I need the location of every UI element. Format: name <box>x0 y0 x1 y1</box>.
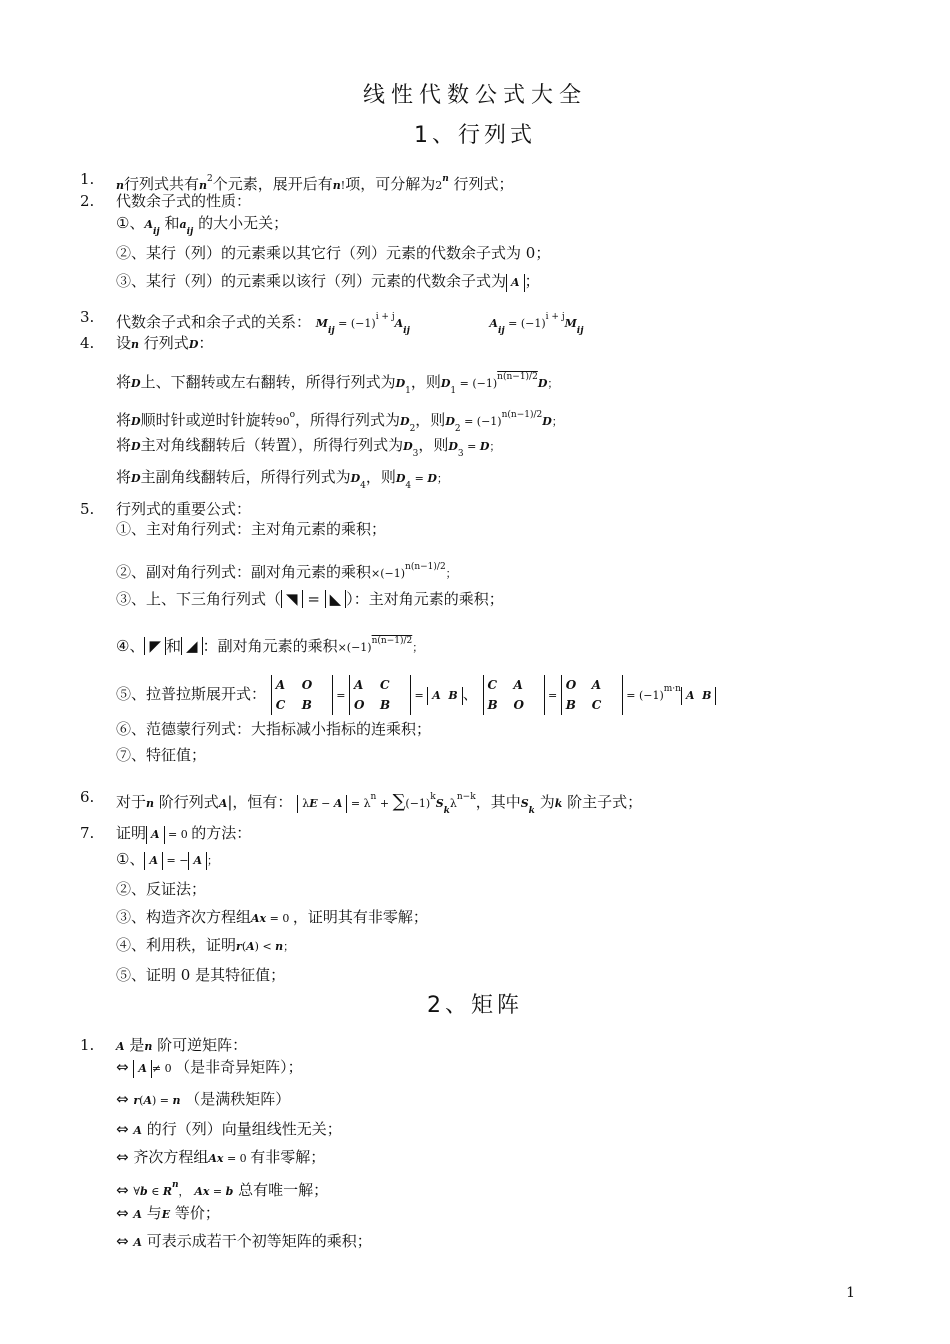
det-item-5-1: ①、主对角行列式：主对角元素的乘积； <box>116 520 387 538</box>
item-number: 1. <box>80 170 95 188</box>
det-item-5: 行列式的重要公式： <box>116 500 252 518</box>
det-item-7-2: ②、反证法； <box>116 880 207 898</box>
det-item-5-7: ⑦、特征值； <box>116 746 207 764</box>
item-number: 2. <box>80 192 95 210</box>
matrix-item-1: A 是n 阶可逆矩阵： <box>116 1036 248 1054</box>
item-number: 4. <box>80 334 95 352</box>
matrix-equiv-7: ⇔ A 可表示成若干个初等矩阵的乘积； <box>116 1232 372 1250</box>
det-item-5-6: ⑥、范德蒙行列式：大指标减小指标的连乘积； <box>116 720 432 738</box>
det-item-2-1: ①、$A_{ij}$ 和$a_{ij}$ 的大小无关； <box>116 214 289 237</box>
matrix-equiv-3: ⇔ A 的行（列）向量组线性无关； <box>116 1120 342 1138</box>
det-item-7-1: ①、 A = − A ； <box>116 850 218 868</box>
matrix-equiv-2: ⇔ r(A) = n （是满秩矩阵） <box>116 1090 291 1108</box>
det-item-2: 代数余子式的性质： <box>116 192 252 210</box>
det-item-2-2: ②、某行（列）的元素乘以其它行（列）元素的代数余子式为 0； <box>116 244 551 262</box>
det-item-4-2: 将D顺时针或逆时针旋转90$^o$，所得行列式为$D_2$，则$D_2 = (-1)^{n(n-1)/2}D$； <box>116 410 563 434</box>
matrix-equiv-5: ⇔ ∀b ∈ $R^n$， Ax = b 总有唯一解； <box>116 1180 329 1199</box>
item-number: 1. <box>80 1036 95 1054</box>
det-item-7: 证明 A = 0 的方法： <box>116 824 252 842</box>
section-heading-matrix: 2、矩阵 <box>427 993 523 1018</box>
item-number: 3. <box>80 308 95 326</box>
document-title: 线性代数公式大全 <box>362 83 587 108</box>
det-item-5-2: ②、副对角行列式：副对角元素的乘积$\times(-1)^{n(n-1)/2}$； <box>116 562 457 581</box>
det-item-7-4: ④、利用秩，证明r(A) < n； <box>116 936 295 954</box>
item-number: 6. <box>80 788 95 806</box>
det-item-3: 代数余子式和余子式的关系： $M_{ij} = (-1)^{i + j}A_{ij}$ $A_{ij} = (-1)^{i + j}M_{ij}$ <box>116 312 584 336</box>
det-item-4-1: 将D上、下翻转或左右翻转，所得行列式为$D_1$，则$D_1 = (-1)^{n(n-1)/2}D$； <box>116 372 559 396</box>
det-item-2-3: ③、某行（列）的元素乘以该行（列）元素的代数余子式为 A ； <box>116 272 540 290</box>
matrix-equiv-4: ⇔ 齐次方程组Ax = 0 有非零解； <box>116 1148 326 1166</box>
det-item-7-3: ③、构造齐次方程组Ax = 0 ，证明其有非零解； <box>116 908 428 926</box>
det-item-4-3: 将D主对角线翻转后（转置），所得行列式为$D_3$，则$D_3 = D$； <box>116 436 501 459</box>
section-heading-determinant: 1、行列式 <box>414 123 536 148</box>
matrix-equiv-1: ⇔ A ≠ 0 （是非奇异矩阵）； <box>116 1058 303 1076</box>
det-item-5-3: ③、上、下三角行列式（ ◥ = ◣ ）：主对角元素的乘积； <box>116 590 504 608</box>
det-item-4: 设n 行列式D： <box>116 334 214 352</box>
det-item-5-5: ⑤、拉普拉斯展开式： A O C B = A C O B = A B 、 C A B O = O A B $C = (-1)^{m\cdot n}$ A B <box>116 675 716 715</box>
item-number: 7. <box>80 824 95 842</box>
det-item-5-4: ④、 ◤ 和 ◢ ：副对角元素的乘积$\times(-1)^{n(n-1)/2}$； <box>116 636 424 655</box>
item-number: 5. <box>80 500 95 518</box>
det-item-1: n行列式共有$n^2$个元素，展开后有n!项，可分解为2$^n$ 行列式； <box>116 174 514 193</box>
det-item-6: 对于n 阶行列式A|，恒有： $\lambda E - A = \lambda^n + \sum(-1)^kS_k\lambda^{n-k}$，其中$S_k$ 为k 阶主子式； <box>116 791 643 816</box>
matrix-equiv-6: ⇔ A 与E 等价； <box>116 1204 220 1222</box>
page-number: 1 <box>846 1285 855 1301</box>
det-item-4-4: 将D主副角线翻转后，所得行列式为$D_4$，则$D_4 = D$； <box>116 468 448 491</box>
det-item-7-5: ⑤、证明 0 是其特征值； <box>116 966 286 984</box>
